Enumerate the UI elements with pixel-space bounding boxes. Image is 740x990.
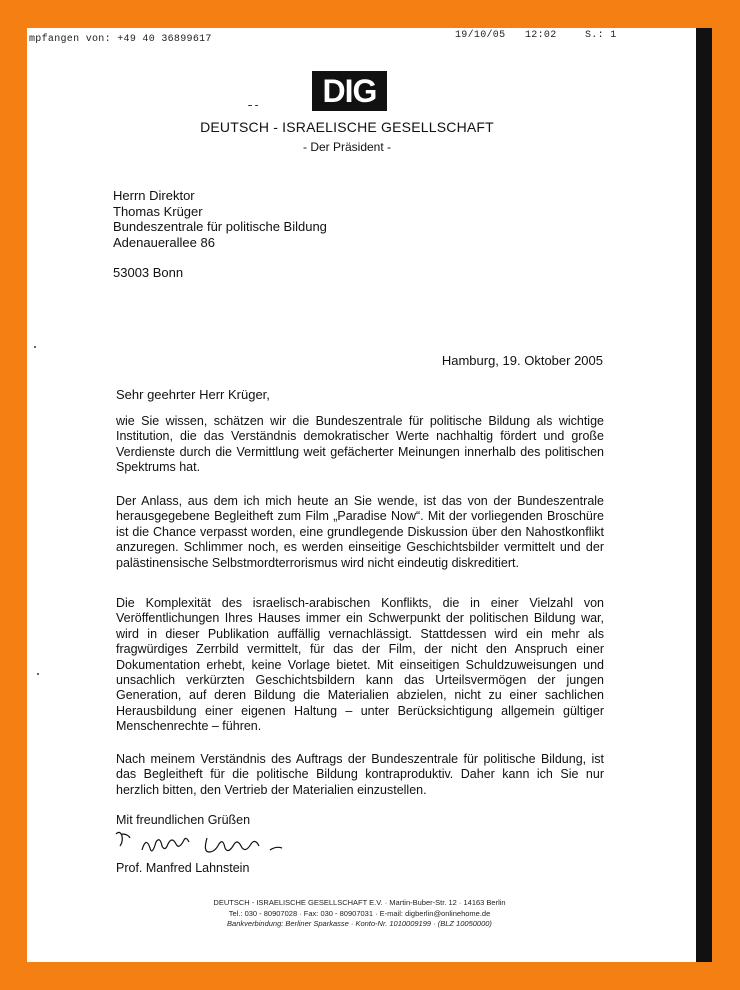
- letter-footer: [27, 898, 692, 930]
- handwritten-signature: [112, 828, 292, 862]
- paragraph-3: Die Komplexität des israelisch-arabischen Konflikts, die in einer Vielzahl von Veröffentlichungen Ihres Hauses immer ein Schwerpunkt der politischen Bildung war, wird in dieser Publikation auffällig vernachlässigt. Stattdessen wird ein mehr als fragwürdiges Zerrbild vermittelt, für das der Film, der nicht den Anspruch einer Dokumentation erhebt, keine Vorlage bietet. Mit einseitigen Schuldzuweisungen und unsachlich verkürzten Geschichtsbildern kann das Urteilsvermögen der jungen Generation, auf deren Bildung die Materialien abzielen, nicht zu einer sachlichen Herausbildung einer eigenen Haltung – unter Berücksichtigung allgemein gültiger Menschenrechte – führen.: [116, 596, 604, 734]
- organization-subtitle: - Der Präsident -: [302, 140, 392, 154]
- footer-address: DEUTSCH - ISRAELISCHE GESELLSCHAFT E.V. · Martin-Buber-Str. 12 · 14163 Berlin: [213, 898, 506, 907]
- organization-name: DEUTSCH - ISRAELISCHE GESELLSCHAFT: [200, 119, 494, 135]
- dig-logo: DIG: [312, 71, 387, 111]
- fax-time: 12:02: [525, 30, 557, 41]
- recipient-line-1: Herrn Direktor: [113, 188, 195, 203]
- fax-sender: mpfangen von: +49 40 36899617: [29, 34, 212, 45]
- recipient-line-4: Adenauerallee 86: [113, 234, 215, 250]
- signer-name: Prof. Manfred Lahnstein: [116, 861, 250, 875]
- recipient-line-3: Bundeszentrale für politische Bildung: [113, 219, 327, 234]
- paragraph-4: Nach meinem Verständnis des Auftrags der Bundeszentrale für politische Bildung, ist das Begleitheft für die politische Bildung kontraproduktiv. Daher kann ich Sie nur herzlich bitten, den Vertrieb der Materialien einzustellen.: [116, 752, 604, 797]
- fax-date: 19/10/05: [455, 30, 506, 41]
- scan-speck: [255, 105, 258, 106]
- fax-page-number: S.: 1: [585, 30, 617, 41]
- recipient-address: [113, 188, 327, 281]
- recipient-city: 53003 Bonn: [113, 265, 184, 280]
- paragraph-1: wie Sie wissen, schätzen wir die Bundeszentrale für politische Bildung als wichtige Institution, die das Verständnis demokratischer Werte nachhaltig fördert und große Verdienste durch die Vermittlung weit gefächerter Meinungen innerhalb des politischen Spektrums hat.: [116, 414, 604, 475]
- letter-page: [27, 28, 712, 962]
- scan-edge: [696, 28, 712, 962]
- scan-speck: [37, 673, 39, 675]
- scan-speck: [248, 105, 252, 106]
- footer-bank-details: Bankverbindung: Berliner Sparkasse · Konto-Nr. 1010009199 · (BLZ 10050000): [227, 919, 492, 928]
- footer-contact: Tel.: 030 - 80907028 · Fax: 030 - 80907031 · E-mail: digberlin@onlinehome.de: [228, 908, 491, 918]
- paragraph-2: Der Anlass, aus dem ich mich heute an Sie wende, ist das von der Bundeszentrale herausgegebene Begleitheft zum Film „Paradise Now“. Mit der vorliegenden Broschüre ist die Chance verpasst worden, eine grundlegende Diskussion über den Nahostkonflikt anzuregen. Schlimmer noch, es werden einseitige Geschichtsbilder vermittelt und der palästinensische Selbstmordterrorismus wird nicht eindeutig diskreditiert.: [116, 494, 604, 570]
- salutation: Sehr geehrter Herr Krüger,: [116, 387, 270, 402]
- scan-speck: [34, 346, 36, 348]
- place-and-date: Hamburg, 19. Oktober 2005: [441, 353, 603, 368]
- recipient-line-2: Thomas Krüger: [113, 203, 203, 219]
- closing-formula: Mit freundlichen Grüßen: [116, 813, 251, 827]
